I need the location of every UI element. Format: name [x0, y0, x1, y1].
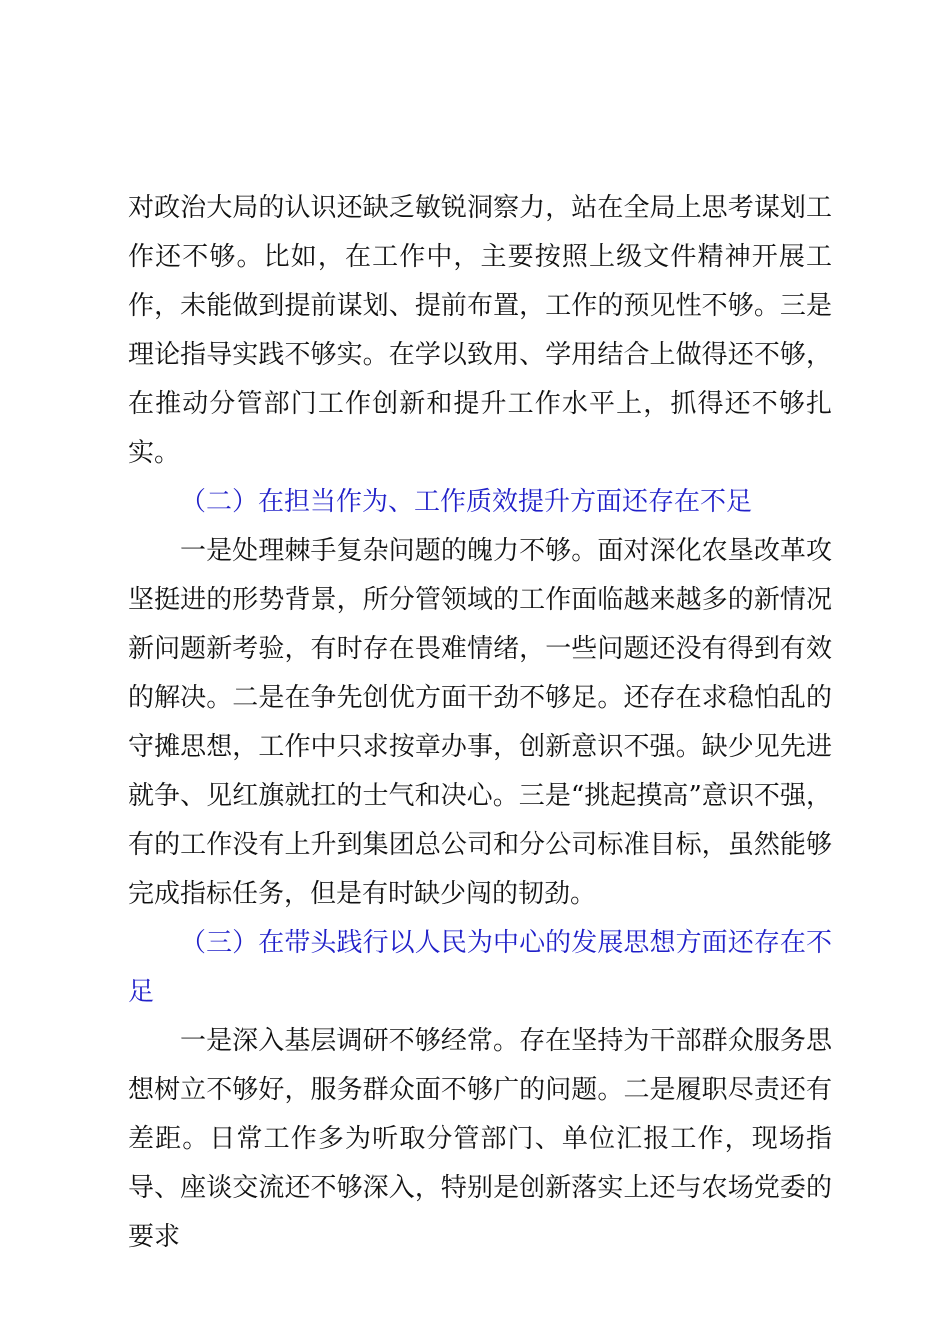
- section-heading-3: （三）在带头践行以人民为中心的发展思想方面还存在不足: [128, 928, 832, 1007]
- section-heading-2: （二）在担当作为、工作质效提升方面还存在不足: [180, 487, 753, 517]
- paragraph-continuation: 对政治大局的认识还缺乏敏锐洞察力，站在全局上思考谋划工作还不够。比如，在工作中，主要按照上级文件精神开展工作，未能做到提前谋划、提前布置，工作的预见性不够。三是理论指导实践不够实。在学以致用、学用结合上做得还不够，在推动分管部门工作创新和提升工作水平上，抓得还不够扎实。: [128, 193, 832, 468]
- paragraph-section-2-body: 一是处理棘手复杂问题的魄力不够。面对深化农垦改革攻坚挺进的形势背景，所分管领域的工作面临越来越多的新情况新问题新考验，有时存在畏难情绪，一些问题还没有得到有效的解决。二是在争先创优方面干劲不够足。还存在求稳怕乱的守摊思想，工作中只求按章办事，创新意识不强。缺少见先进就争、见红旗就扛的士气和决心。三是“挑起摸高”意识不强，有的工作没有上升到集团总公司和分公司标准目标，虽然能够完成指标任务，但是有时缺少闯的韧劲。: [128, 536, 832, 909]
- document-body: [128, 184, 832, 1262]
- paragraph-section-3-body: 一是深入基层调研不够经常。存在坚持为干部群众服务思想树立不够好，服务群众面不够广的问题。二是履职尽责还有差距。日常工作多为听取分管部门、单位汇报工作，现场指导、座谈交流还不够深入，特别是创新落实上还与农场党委的要求: [128, 1026, 832, 1252]
